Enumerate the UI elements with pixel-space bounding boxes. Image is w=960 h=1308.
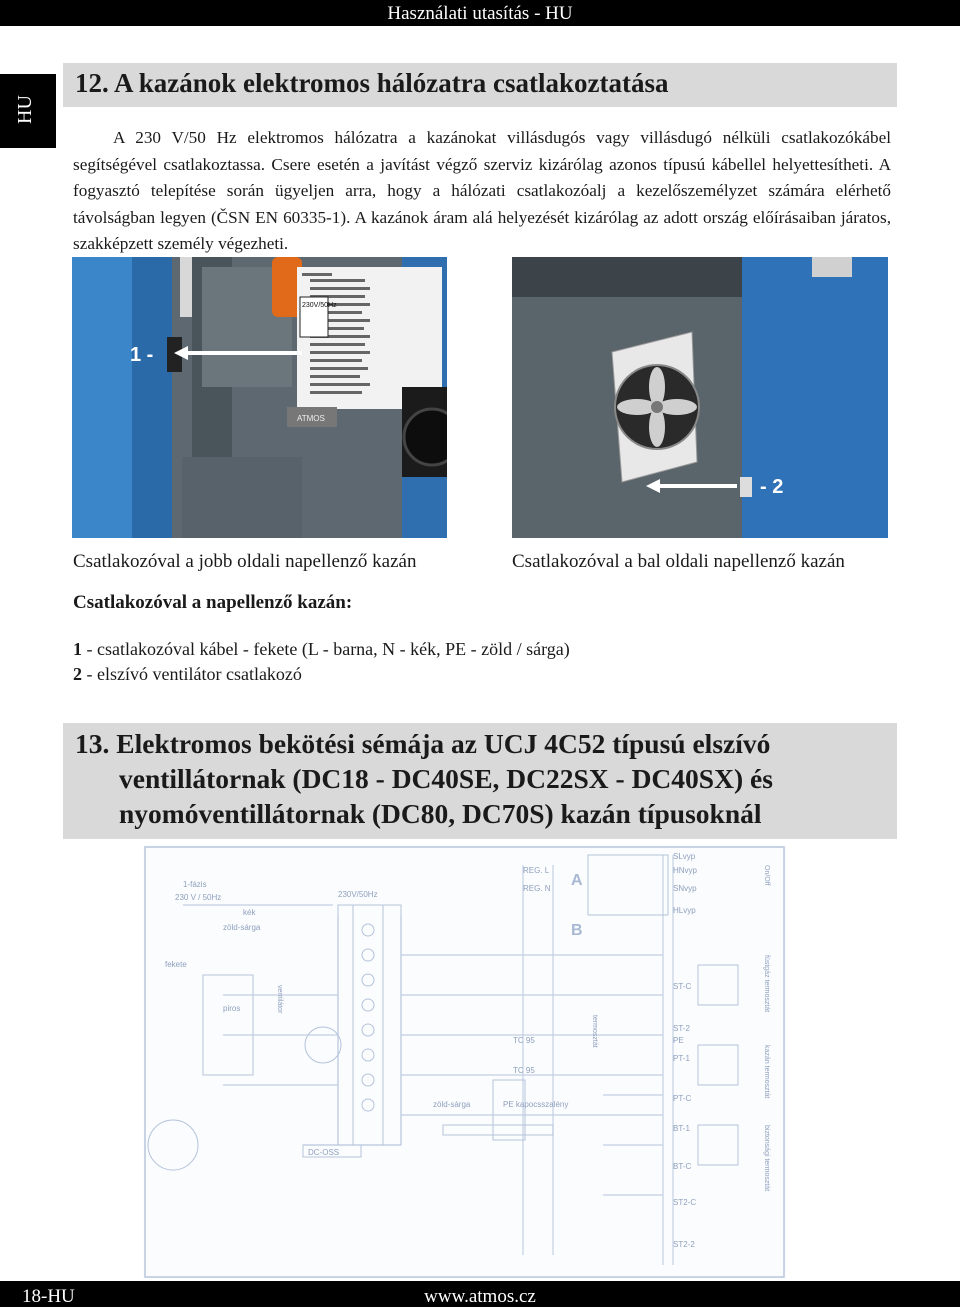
page-number: 18-HU bbox=[22, 1286, 75, 1307]
legend-item-2 bbox=[73, 664, 302, 685]
diagram-label-pe-bar: PE kapocsszalény bbox=[503, 1100, 569, 1109]
section-12-heading: 12. A kazánok elektromos hálózatra csatlakoztatása bbox=[75, 68, 669, 98]
caption-right: Csatlakozóval a bal oldali napellenző kazán bbox=[512, 551, 845, 572]
legend-item-1 bbox=[73, 639, 570, 660]
diagram-label-ventilator: ventilátor bbox=[276, 985, 283, 1014]
diagram-label-onoff: On/Off bbox=[763, 865, 770, 886]
caption-left: Csatlakozóval a jobb oldali napellenző kazán bbox=[73, 551, 417, 572]
diagram-label-st-2: ST-2 bbox=[673, 1024, 690, 1033]
diagram-label-pt-1: PT-1 bbox=[673, 1054, 690, 1063]
diagram-label-network: 1-fázis bbox=[183, 880, 207, 889]
diagram-label-st2-c: ST2-C bbox=[673, 1198, 697, 1207]
boiler-photo-right bbox=[512, 257, 888, 538]
legend-item-1-text: - csatlakozóval kábel - fekete (L - barna, N - kék, PE - zöld / sárga) bbox=[82, 639, 570, 659]
diagram-label-reg-n: REG. N bbox=[523, 884, 551, 893]
wiring-diagram-svg bbox=[143, 845, 786, 1279]
legend-item-2-number: 2 bbox=[73, 664, 82, 684]
section-13-heading: 13. Elektromos bekötési sémája az UCJ 4C52 típusú elszívó ventillátornak (DC18 - DC40SE, DC22SX - DC40SX) és nyomóventillátornak (DC80, DC70S) kazán típusoknál bbox=[75, 728, 773, 829]
diagram-label-voltage: 230V/50Hz bbox=[338, 890, 378, 899]
language-tab-label: HU bbox=[14, 95, 36, 124]
diagram-label-kek: kék bbox=[243, 908, 256, 917]
wiring-diagram bbox=[143, 845, 786, 1279]
diagram-label-fekete: fekete bbox=[165, 960, 187, 969]
diagram-label-zold-sarga-2: zöld-sárga bbox=[433, 1100, 471, 1109]
section-13-heading-box bbox=[63, 723, 897, 839]
boiler-photo-right-image bbox=[512, 257, 888, 538]
diagram-label-slvyp: SLvyp bbox=[673, 852, 696, 861]
diagram-label-hnvyp: HNvyp bbox=[673, 866, 698, 875]
header-bar bbox=[0, 0, 960, 26]
language-tab bbox=[0, 74, 56, 148]
photo-voltage-label: 230V/50Hz bbox=[302, 302, 337, 309]
boiler-photo-left bbox=[72, 257, 447, 538]
diagram-label-bt-1: BT-1 bbox=[673, 1124, 690, 1133]
diagram-label-b: B bbox=[571, 922, 583, 939]
diagram-label-a: A bbox=[571, 872, 583, 889]
diagram-label-reg-l: REG. L bbox=[523, 866, 550, 875]
legend-title: Csatlakozóval a napellenző kazán: bbox=[73, 592, 353, 613]
legend-item-1-number: 1 bbox=[73, 639, 82, 659]
photo-brand-label: ATMOS bbox=[297, 414, 325, 423]
diagram-label-dc-model: DC-OSS bbox=[308, 1148, 340, 1157]
section-12-body bbox=[73, 125, 891, 258]
footer-url[interactable]: www.atmos.cz bbox=[424, 1286, 536, 1307]
diagram-label-fustgaz: füstgáz termosztát bbox=[763, 955, 770, 1013]
diagram-label-network2: 230 V / 50Hz bbox=[175, 893, 222, 902]
photo-marker-2: - 2 bbox=[760, 476, 784, 498]
diagram-label-pe: PE bbox=[673, 1036, 684, 1045]
diagram-label-kazan-term: kazán termosztát bbox=[763, 1045, 770, 1099]
diagram-label-tc95b: TC 95 bbox=[513, 1066, 535, 1075]
diagram-label-st2-2: ST2-2 bbox=[673, 1240, 695, 1249]
diagram-label-st-c: ST-C bbox=[673, 982, 692, 991]
diagram-label-snvyp: SNvyp bbox=[673, 884, 697, 893]
diagram-label-biztonsagi: biztonsági termosztát bbox=[763, 1125, 770, 1192]
section-12-heading-box bbox=[63, 63, 897, 107]
diagram-label-tc95: TC 95 bbox=[513, 1036, 535, 1045]
diagram-label-zold-sarga: zöld-sárga bbox=[223, 923, 261, 932]
section-12-paragraph: A 230 V/50 Hz elektromos hálózatra a kazánokat villásdugós vagy villásdugó nélküli csatlakozókábel segítségével csatlakoztassa. Csere esetén a javítást végző szerviz kizárólag azonos típusú kábellel helyettesítheti. A fogyasztó telepítése során ügyeljen arra, hogy a hálózati csatlakozóalj a kezelőszemélyzet számára elérhető távolságban legyen (ČSN EN 60335-1). A kazánok áram alá helyezését kizárólag az adott ország előírásaiban járatos, szakképzett személy végezheti. bbox=[73, 128, 891, 253]
diagram-label-hlvyp: HLvyp bbox=[673, 906, 696, 915]
header-title: Használati utasítás - HU bbox=[387, 3, 573, 24]
diagram-label-piros: piros bbox=[223, 1004, 241, 1013]
boiler-photo-left-image bbox=[72, 257, 447, 538]
legend-item-2-text: - elszívó ventilátor csatlakozó bbox=[82, 664, 302, 684]
diagram-label-pt-c: PT-C bbox=[673, 1094, 692, 1103]
photo-marker-1: 1 - bbox=[130, 344, 154, 366]
diagram-label-bt-c: BT-C bbox=[673, 1162, 692, 1171]
diagram-label-termosztat: termosztát bbox=[591, 1015, 598, 1048]
